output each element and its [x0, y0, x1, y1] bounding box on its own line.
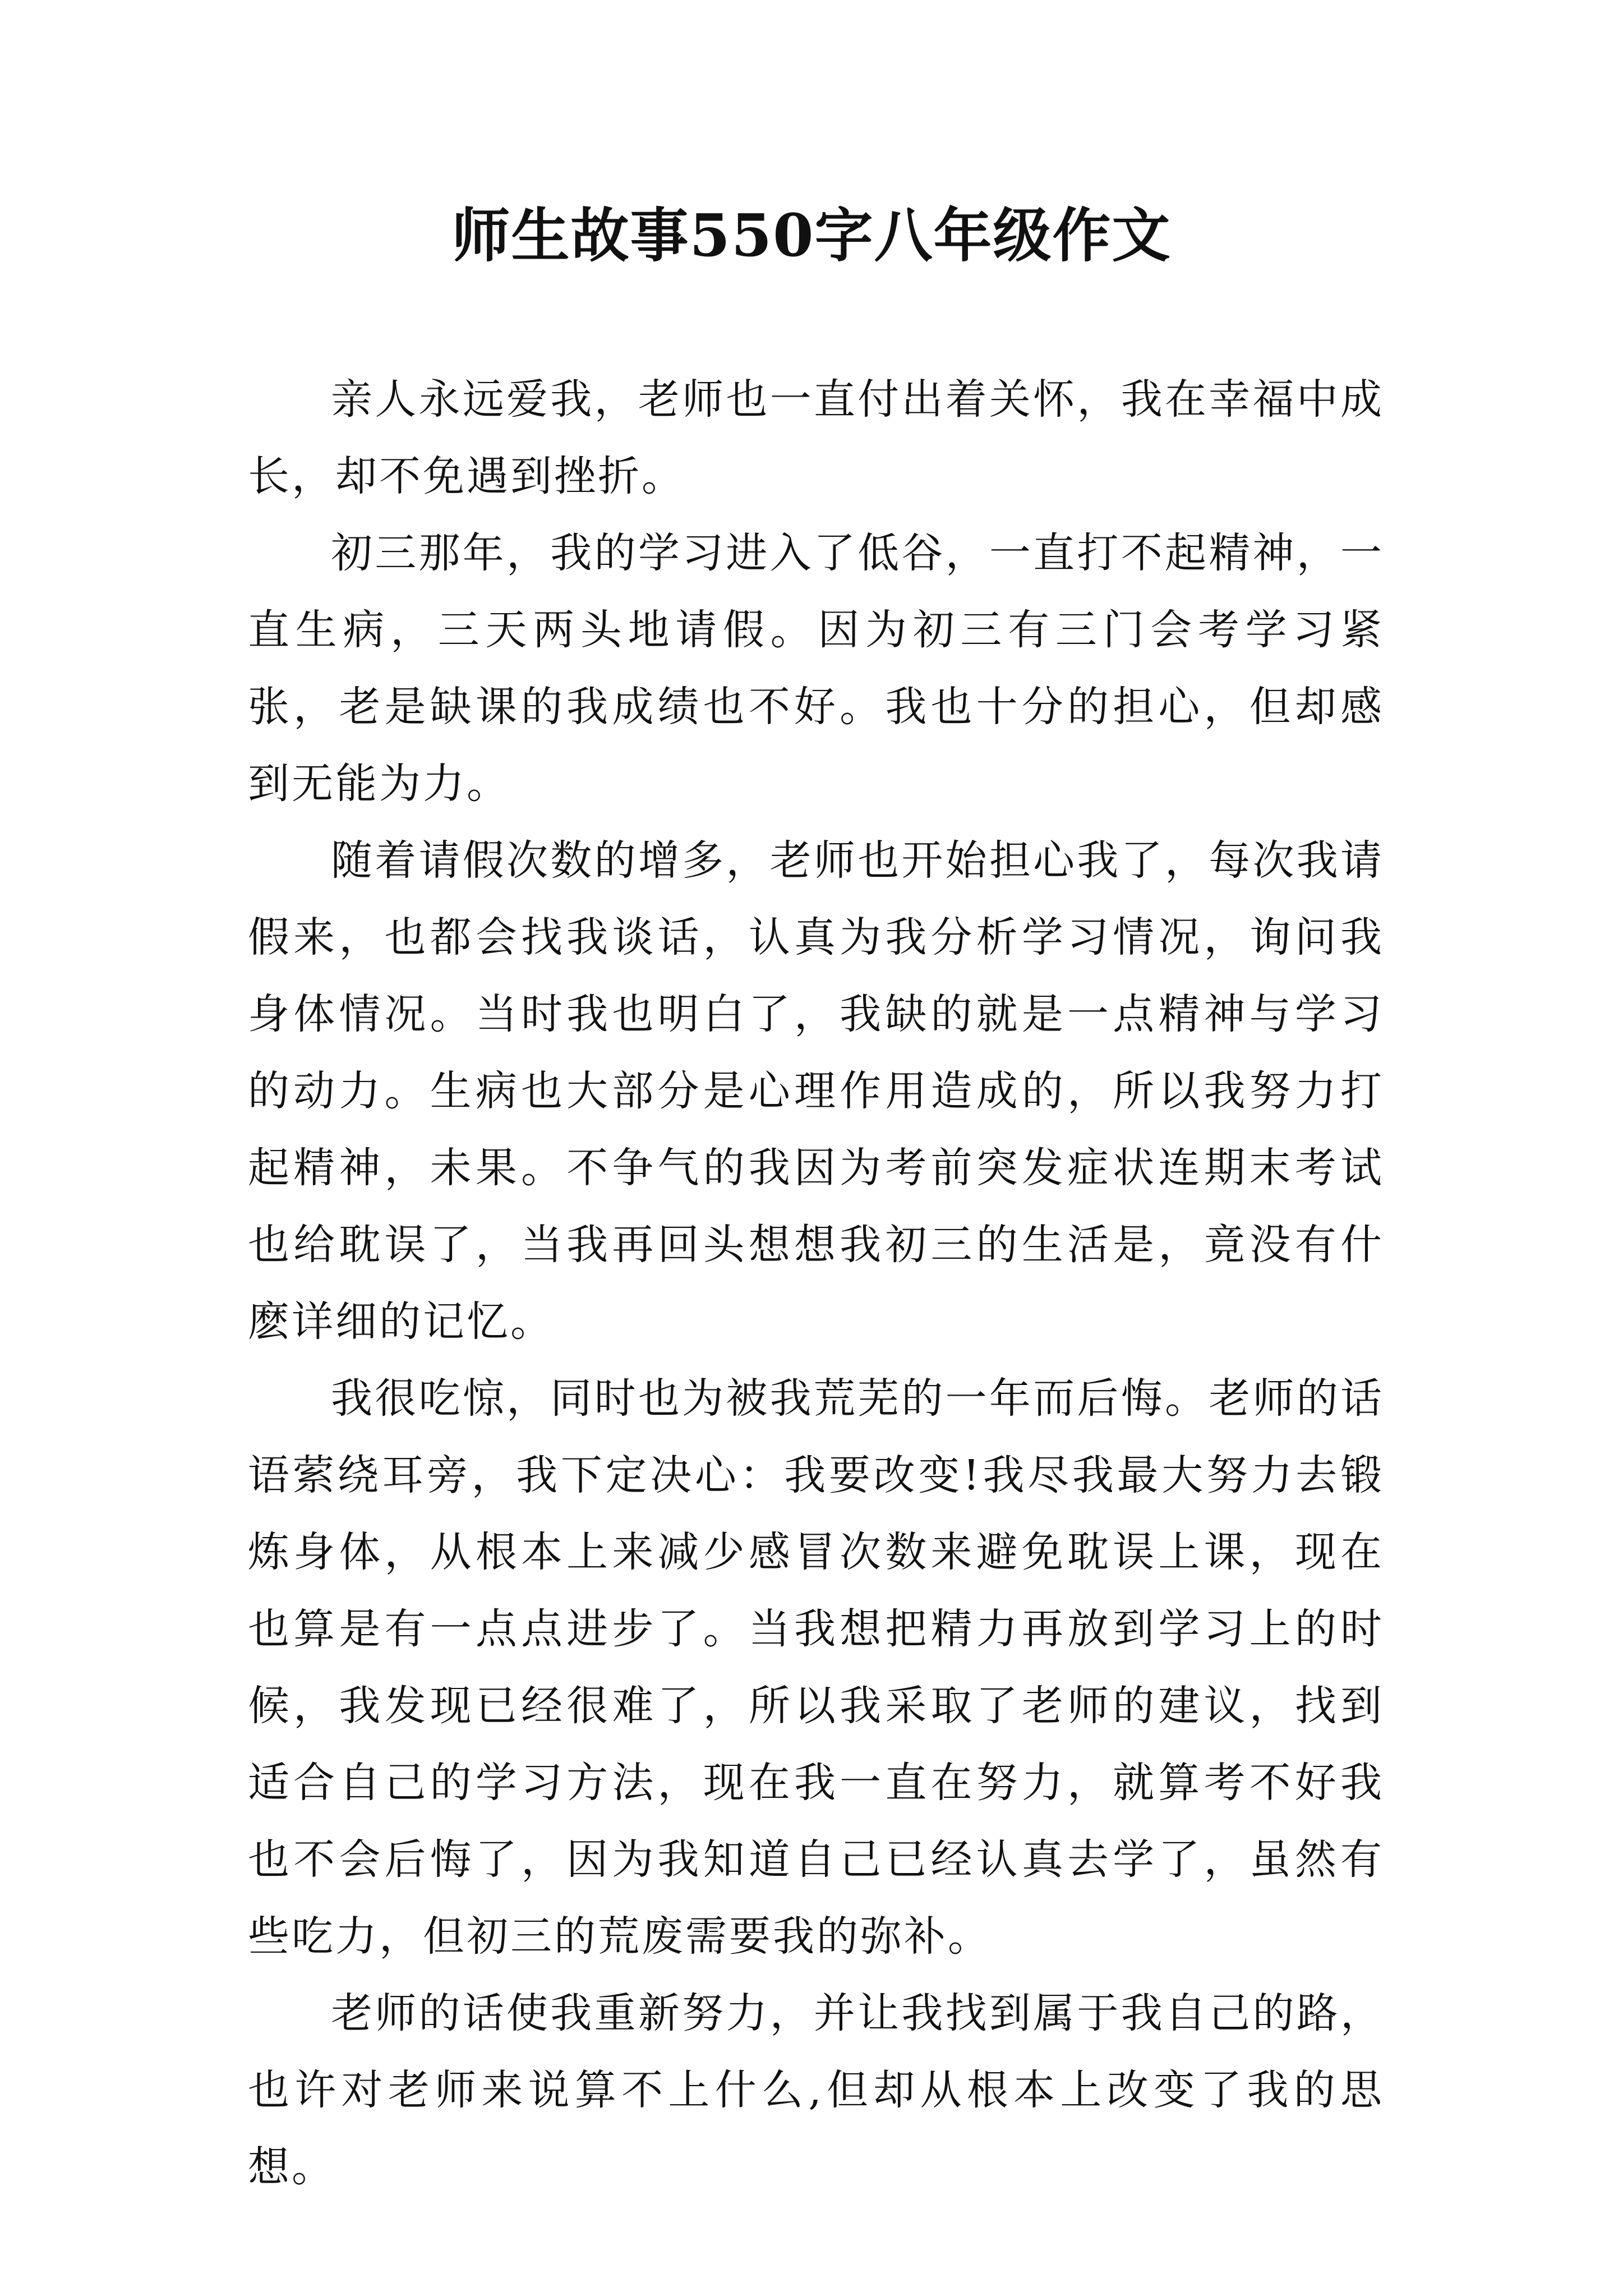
document-title: 师生故事550字八年级作文: [451, 201, 1172, 270]
paragraph-1: 亲人永远爱我，老师也一直付出着关怀，我在幸福中成长，却不免遇到挫折。: [248, 375, 1384, 500]
document-body: [248, 361, 1384, 2206]
paragraph-5: 老师的话使我重新努力，并让我找到属于我自己的路，也许对老师来说算不上什么,但却从根本上改变了我的思想。: [248, 1989, 1384, 2191]
paragraph-2: 初三那年，我的学习进入了低谷，一直打不起精神，一直生病，三天两头地请假。因为初三有三门会考学习紧张，老是缺课的我成绩也不好。我也十分的担心，但却感到无能为力。: [248, 529, 1384, 808]
paragraph-4: 我很吃惊，同时也为被我荒芜的一年而后悔。老师的话语萦绕耳旁，我下定决心：我要改变!我尽我最大努力去锻炼身体，从根本上来减少感冒次数来避免耽误上课，现在也算是有一点点进步了。当我想把精力再放到学习上的时候，我发现已经很难了，所以我采取了老师的建议，找到适合自己的学习方法，现在我一直在努力，就算考不好我也不会后悔了，因为我知道自己已经认真去学了，虽然有些吃力，但初三的荒废需要我的弥补。: [248, 1374, 1384, 1961]
paragraph-3: 随着请假次数的增多，老师也开始担心我了，每次我请假来，也都会找我谈话，认真为我分析学习情况，询问我身体情况。当时我也明白了，我缺的就是一点精神与学习的动力。生病也大部分是心理作用造成的，所以我努力打起精神，未果。不争气的我因为考前突发症状连期末考试也给耽误了，当我再回头想想我初三的生活是，竟没有什麽详细的记忆。: [248, 836, 1384, 1346]
